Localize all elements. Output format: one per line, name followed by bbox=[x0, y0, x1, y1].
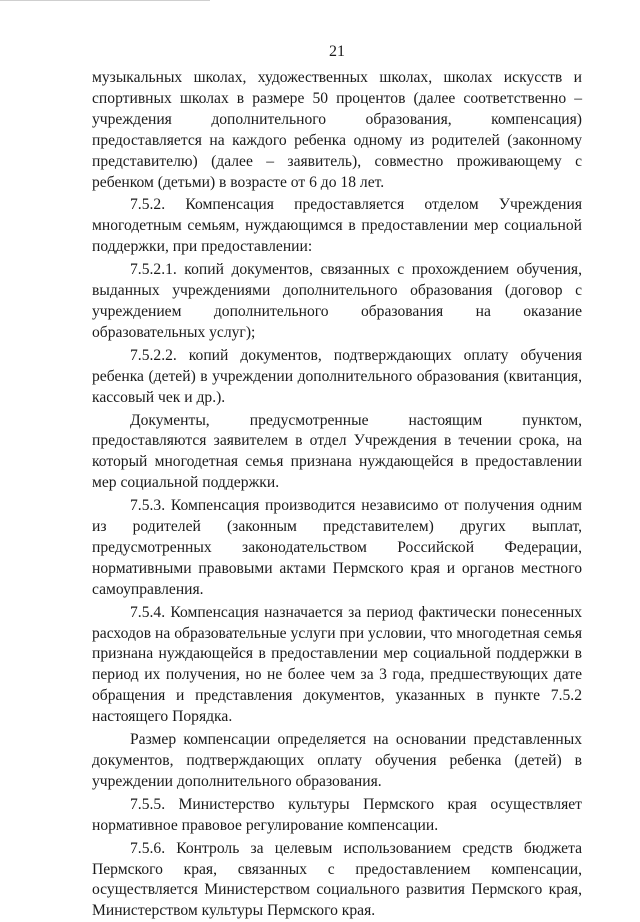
paragraph-documents-note: Документы, предусмотренные настоящим пунктом, предоставляются заявителем в отдел Учреждения в течении срока, на который многодетная семья признана нуждающейся в предоставлении мер социальной поддержки. bbox=[92, 411, 582, 492]
paragraph-7-5-5: 7.5.5. Министерство культуры Пермского края осуществляет нормативное правовое регулирование компенсации. bbox=[92, 795, 582, 834]
page-number: 21 bbox=[329, 43, 345, 60]
paragraph-compensation-amount: Размер компенсации определяется на основании представленных документов, подтверждающих оплату обучения ребенка (детей) в учреждении дополнительного образования. bbox=[92, 731, 582, 790]
paragraph-7-5-2-2: 7.5.2.2. копий документов, подтверждающих оплату обучения ребенка (детей) в учреждении дополнительного образования (квитанция, кассовый чек и др.). bbox=[92, 346, 582, 406]
paragraph-7-5-2-1: 7.5.2.1. копий документов, связанных с прохождением обучения, выданных учреждениями дополнительного образования (договор с учреждением дополнительного образования на оказание образовательных услуг); bbox=[92, 261, 582, 341]
document-body bbox=[92, 68, 582, 922]
paragraph-7-5-4: 7.5.4. Компенсация назначается за период фактически понесенных расходов на образовательные услуги при условии, что многодетная семья признана нуждающейся в предоставлении мер социальной поддержки в период их получения, но не более чем за 3 года, предшествующих дате обращения и представления документов, указанных в пункте 7.5.2 настоящего Порядка. bbox=[92, 603, 582, 726]
paragraph-7-5-3: 7.5.3. Компенсация производится независимо от получения одним из родителей (законным представителем) других выплат, предусмотренных законодательством Российской Федерации, нормативными правовыми актами Пермского края и органов местного самоуправления. bbox=[92, 497, 582, 598]
paragraph-7-5-2: 7.5.2. Компенсация предоставляется отделом Учреждения многодетным семьям, нуждающимся в предоставлении мер социальной поддержки, при предоставлении: bbox=[92, 196, 582, 256]
paragraph-7-5-6: 7.5.6. Контроль за целевым использованием средств бюджета Пермского края, связанных с предоставлением компенсации, осуществляется Министерством социального развития Пермского края, Министерством культуры Пермского края. bbox=[92, 839, 582, 920]
scan-edge-line bbox=[0, 0, 210, 1]
paragraph-continuation: музыкальных школах, художественных школах, школах искусств и спортивных школах в размере 50 процентов (далее соответственно – учреждения дополнительного образования, компенсация) предоставляется на каждого ребенка одному из родителей (законному представителю) (далее – заявитель), совместно проживающему с ребенком (детьми) в возрасте от 6 до 18 лет. bbox=[92, 69, 582, 191]
